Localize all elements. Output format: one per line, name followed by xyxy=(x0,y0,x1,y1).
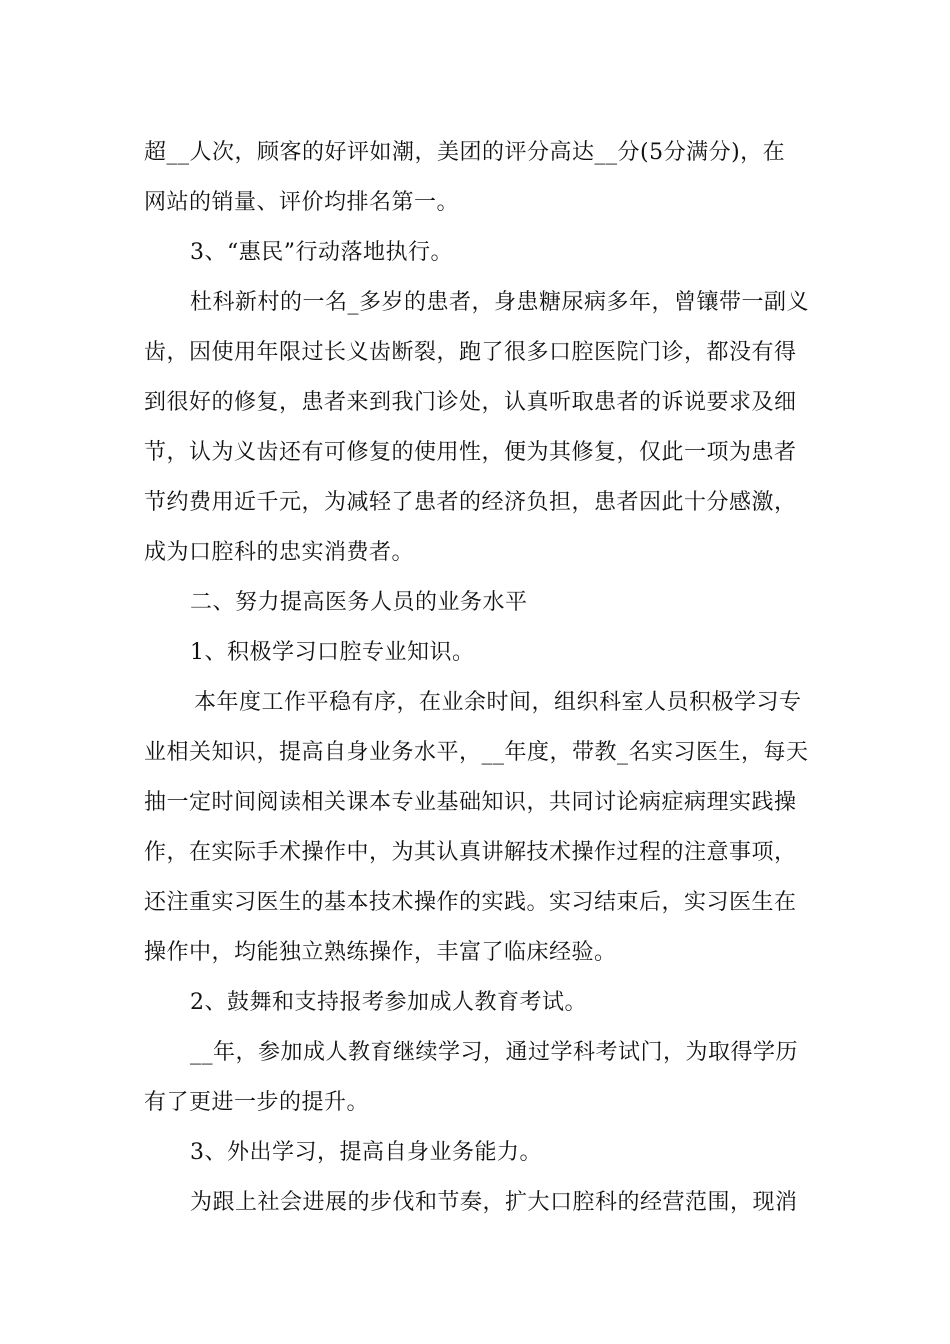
text-line: 节约费用近千元，为减轻了患者的经济负担，患者因此十分感激， xyxy=(144,490,797,515)
text-line: 网站的销量、评价均排名第一。 xyxy=(144,190,460,215)
text-line: 超__人次，顾客的好评如潮，美团的评分高达__分(5分满分)，在 xyxy=(144,140,786,165)
text-line: 还注重实习医生的基本技术操作的实践。实习结束后，实习医生在 xyxy=(144,890,797,915)
text-line: 节，认为义齿还有可修复的使用性，便为其修复，仅此一项为患者 xyxy=(144,440,797,465)
text-line: 到很好的修复，患者来到我门诊处，认真听取患者的诉说要求及细 xyxy=(144,390,797,415)
text-line: 成为口腔科的忠实消费者。 xyxy=(144,540,415,565)
text-line: 操作中，均能独立熟练操作，丰富了临床经验。 xyxy=(144,940,617,965)
section-heading: 二、努力提高医务人员的业务水平 xyxy=(190,590,528,615)
text-line: 齿，因使用年限过长义齿断裂，跑了很多口腔医院门诊，都没有得 xyxy=(144,340,797,365)
document-body xyxy=(144,128,810,1228)
section-heading: 3、“惠民”行动落地执行。 xyxy=(190,240,453,265)
text-line: 作，在实际手术操作中，为其认真讲解技术操作过程的注意事项， xyxy=(144,840,797,865)
text-line: 抽一定时间阅读相关课本专业基础知识，共同讨论病症病理实践操 xyxy=(144,790,797,815)
text-line: 杜科新村的一名_多岁的患者，身患糖尿病多年，曾镶带一副义 xyxy=(190,290,810,315)
text-line: __年，参加成人教育继续学习，通过学科考试门，为取得学历 xyxy=(190,1040,799,1065)
section-heading: 2、鼓舞和支持报考参加成人教育考试。 xyxy=(190,990,587,1015)
text-line: 业相关知识，提高自身业务水平，__年度，带教_名实习医生，每天 xyxy=(144,740,809,765)
section-heading: 1、积极学习口腔专业知识。 xyxy=(190,640,475,665)
section-heading: 3、外出学习，提高自身业务能力。 xyxy=(190,1140,542,1165)
text-line: 本年度工作平稳有序，在业余时间，组织科室人员积极学习专 xyxy=(194,690,802,715)
text-line: 有了更进一步的提升。 xyxy=(144,1090,370,1115)
text-line: 为跟上社会进展的步伐和节奏，扩大口腔科的经营范围，现消 xyxy=(190,1190,798,1215)
